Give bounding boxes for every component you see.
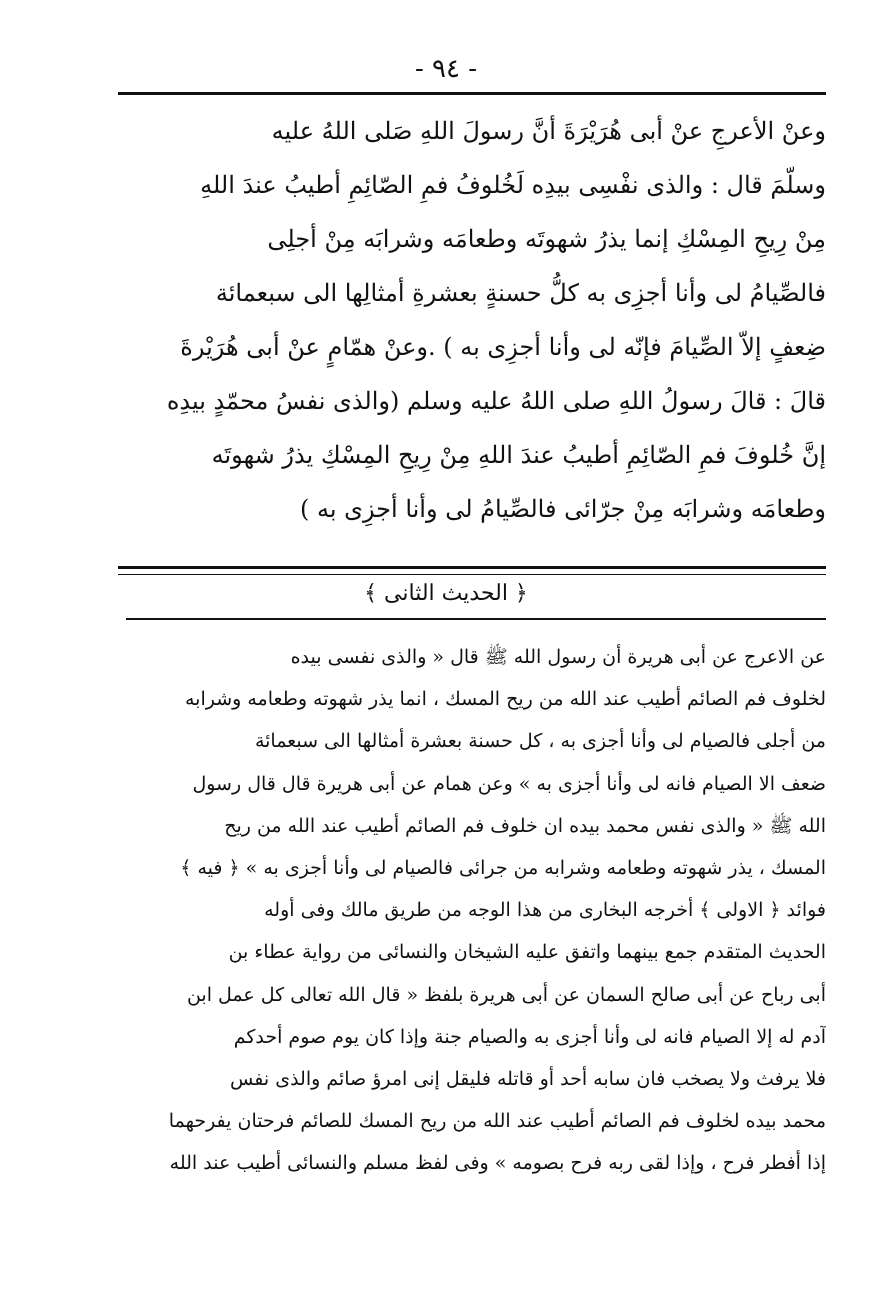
commentary-line: فوائد ﴿ الاولى ﴾ أخرجه البخارى من هذا الوجه من طريق مالك وفى أوله [264,899,826,922]
hadith-line: إنَّ خُلوفَ فمِ الصّائِمِ أطيبُ عندَ اللهِ مِنْ رِيحِ المِسْكِ يذرُ شهوتَه [211,441,826,469]
hadith-line: وطعامَه وشرابَه مِنْ جرّائى فالصِّيامُ لى وأنا أجزِى به ) [299,495,826,523]
commentary-line: فلا يرفث ولا يصخب فان سابه أحد أو قاتله فليقل إنى امرؤ صائم والذى نفس [230,1067,826,1090]
commentary-line: إذا أفطر فرح ، وإذا لقى ربه فرح بصومه » وفى لفظ مسلم والنسائى أطيب عند الله [169,1152,826,1175]
hadith-line: قالَ : قالَ رسولُ اللهِ صلى اللهُ عليه وسلم (والذى نفسُ محمّدٍ بيدِه [166,387,826,415]
section-heading: ﴿ الحديث الثانى ﴾ [364,581,528,606]
page-number: - ٩٤ - [414,54,478,84]
commentary-line: محمد بيده لخلوف فم الصائم أطيب عند الله من ريح المسك للصائم فرحتان يفرحهما [168,1110,826,1133]
commentary-text-block [130,636,826,1184]
hadith-text-block [118,104,826,536]
commentary-line: لخلوف فم الصائم أطيب عند الله من ريح المسك ، انما يذر شهوته وطعامه وشرابه [185,688,826,711]
hadith-line: وسلّمَ قال : والذى نفْسِى بيدِه لَخُلوفُ فمِ الصّائِمِ أطيبُ عندَ اللهِ [200,171,826,199]
commentary-line: الله ﷺ « والذى نفس محمد بيده ان خلوف فم الصائم أطيب عند الله من ريح [224,814,826,837]
divider-rule [118,566,826,569]
hadith-line: مِنْ رِيحِ المِسْكِ إنما يذرُ شهوتَه وطعامَه وشرابَه مِنْ أجلِى [267,225,826,253]
commentary-line: ضعف الا الصيام فانه لى وأنا أجزى به » وعن همام عن أبى هريرة قال قال رسول [192,772,826,795]
section-rule [126,618,826,620]
hadith-line: ضِعفٍ إلاّ الصِّيامَ فإنّه لى وأنا أجزِى به ) .وعنْ همّامٍ عنْ أبى هُرَيْرةَ [180,333,826,361]
hadith-line: وعنْ الأعرجِ عنْ أبى هُرَيْرَةَ أنَّ رسولَ اللهِ صَلى اللهُ عليه [271,117,826,145]
commentary-line: أبى رباح عن أبى صالح السمان عن أبى هريرة بلفظ « قال الله تعالى كل عمل ابن [186,983,826,1006]
commentary-line: من أجلى فالصيام لى وأنا أجزى به ، كل حسنة بعشرة أمثالها الى سبعمائة [254,730,826,753]
commentary-line: عن الاعرج عن أبى هريرة أن رسول الله ﷺ قال « والذى نفسى بيده [290,646,826,668]
commentary-line: المسك ، يذر شهوته وطعامه وشرابه من جرائى فالصيام لى وأنا أجزى به » ﴿ فيه ﴾ [180,856,826,879]
commentary-line: آدم له إلا الصيام فانه لى وأنا أجزى به والصيام جنة وإذا كان يوم صوم أحدكم [233,1025,826,1048]
hadith-line: فالصِّيامُ لى وأنا أجزِى به كلُّ حسنةٍ بعشرةِ أمثالِها الى سبعمائة [215,279,826,307]
top-rule [118,92,826,95]
commentary-line: الحديث المتقدم جمع بينهما واتفق عليه الشيخان والنسائى من رواية عطاء بن [228,941,826,964]
